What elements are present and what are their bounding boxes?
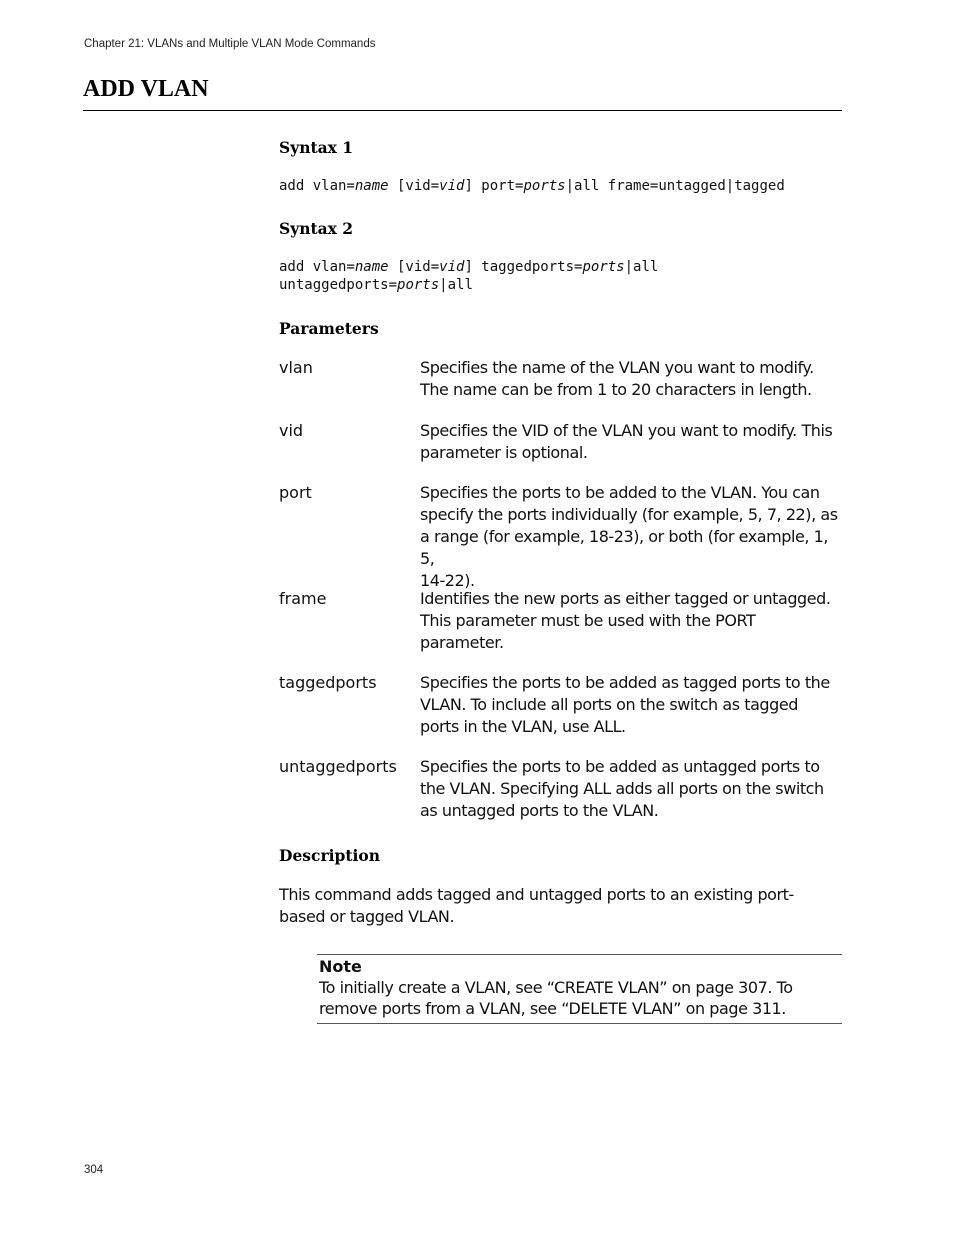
param-desc-untaggedports: Specifies the ports to be added as untagged ports to the VLAN. Specifying ALL adds all ports on the switch as untagged ports to the VLAN. <box>420 757 824 820</box>
syntax1-heading: Syntax 1 <box>279 138 354 157</box>
description-heading: Description <box>279 846 381 865</box>
note-text: To initially create a VLAN, see “CREATE VLAN” on page 307. To remove ports from a VLAN, see “DELETE VLAN” on page 311. <box>319 978 793 1018</box>
param-desc-frame: Identifies the new ports as either tagged or untagged. This parameter must be used with the PORT parameter. <box>420 589 831 652</box>
syntax1-code: add vlan=name [vid=vid] port=ports|all frame=untagged|tagged <box>279 178 785 194</box>
note-box <box>317 954 842 1024</box>
syntax2-code <box>279 258 658 294</box>
running-head: Chapter 21: VLANs and Multiple VLAN Mode Commands <box>84 38 376 50</box>
param-desc-vlan: Specifies the name of the VLAN you want to modify. The name can be from 1 to 20 characters in length. <box>420 358 814 399</box>
note-label: Note <box>319 957 362 976</box>
description-text: This command adds tagged and untagged ports to an existing port- based or tagged VLAN. <box>279 885 794 926</box>
param-name-taggedports: taggedports <box>279 673 377 692</box>
param-name-port: port <box>279 483 312 502</box>
title-rule <box>83 110 842 111</box>
param-desc-taggedports: Specifies the ports to be added as tagged ports to the VLAN. To include all ports on the switch as tagged ports in the VLAN, use ALL. <box>420 673 830 736</box>
page-title: ADD VLAN <box>83 76 209 102</box>
param-name-untaggedports: untaggedports <box>279 757 397 776</box>
param-desc-vid: Specifies the VID of the VLAN you want to modify. This parameter is optional. <box>420 421 833 462</box>
param-desc-port: Specifies the ports to be added to the VLAN. You can specify the ports individually (for example, 5, 7, 22), as a range (for example, 18-23), or both (for example, 1, 5, 14-22). <box>420 483 838 590</box>
syntax2-code-line: add vlan=name [vid=vid] taggedports=ports|all <box>279 259 659 275</box>
page-number: 304 <box>84 1164 104 1176</box>
param-name-vlan: vlan <box>279 358 313 377</box>
param-name-vid: vid <box>279 421 304 440</box>
param-name-frame: frame <box>279 589 327 608</box>
syntax2-heading: Syntax 2 <box>279 219 354 238</box>
parameters-heading: Parameters <box>279 319 379 338</box>
syntax2-code-line: untaggedports=ports|all <box>279 277 473 293</box>
